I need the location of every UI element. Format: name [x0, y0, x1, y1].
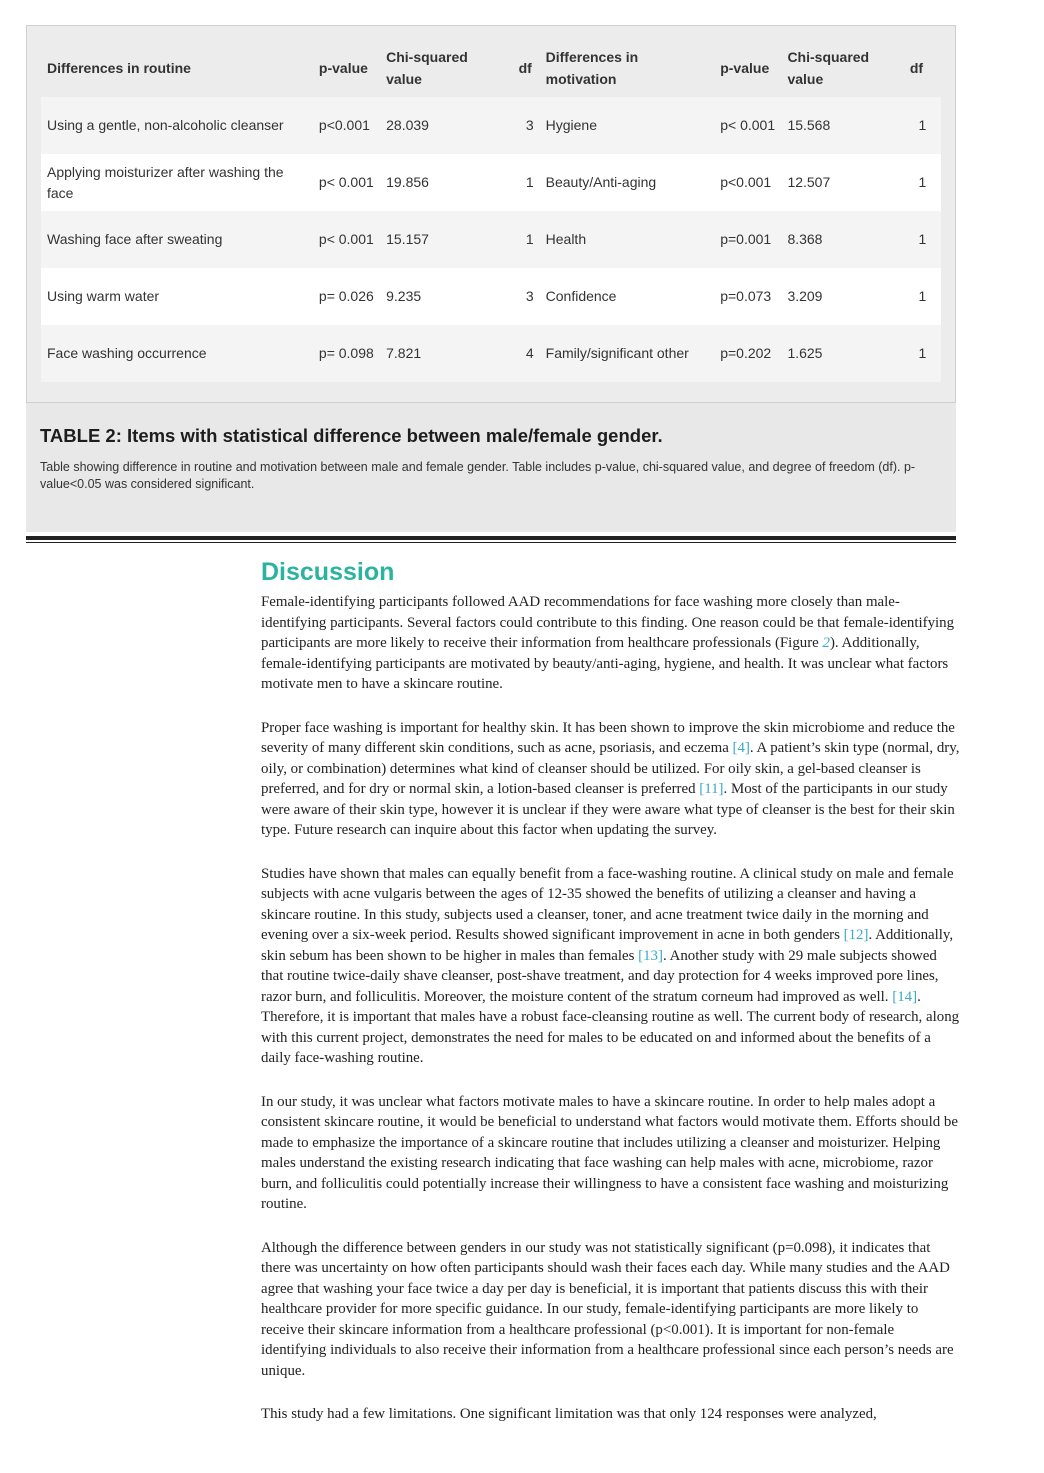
results-table — [41, 39, 941, 382]
citation-link[interactable]: [13] — [638, 947, 663, 964]
paragraph: Although the difference between genders in our study was not statistically significant (p=0.098), it indicates that there was uncertainty on how often participants should wash their faces each day. While many studies and the AAD agree that washing your face twice a day per day is beneficial, it is important that patients discuss this with their healthcare provider for more specific guidance. In our study, female-identifying participants are more likely to receive their skincare information from a healthcare professional (p<0.001). It is important for non-female identifying individuals to also receive their information from a healthcare professional since each person’s needs are unique. — [261, 1239, 954, 1379]
cell-p-value: p= 0.026 — [318, 288, 374, 304]
cell-motivation: Hygiene — [540, 97, 715, 154]
cell-chi-squared: 15.568 — [781, 97, 903, 154]
cell-df: 1 — [918, 288, 927, 304]
cell-chi-squared: 8.368 — [781, 211, 903, 268]
cell-df: 1 — [525, 174, 534, 190]
table-caption-text: Table showing difference in routine and motivation between male and female gender. Table includes p-value, chi-squared value, and degree of freedom (df). p-value<0.05 was considered significant. — [40, 460, 916, 491]
paragraph-text: ). Additionally, female-identifying participants are motivated by beauty/anti-aging, hygiene, and health. It was unclear what factors motivate men to have a skincare routine. — [261, 635, 949, 692]
section-heading: Discussion — [261, 558, 395, 586]
table-caption-title: TABLE 2: Items with statistical difference between male/female gender. — [40, 425, 663, 446]
paragraph — [261, 864, 961, 1069]
cell-p-value: p< 0.001 — [714, 97, 781, 154]
table-container — [26, 25, 956, 403]
table-caption — [26, 403, 956, 532]
cell-p-value: p=0.073 — [720, 288, 772, 304]
table-row — [41, 211, 941, 268]
cell-df: 1 — [918, 174, 927, 190]
paragraph-text: Proper face washing is important for healthy skin. It has been shown to improve the skin microbiome and reduce the severity of many different skin conditions, such as acne, psoriasis, and eczema — [261, 719, 955, 756]
paragraph-text: . Therefore, it is important that males have a robust face-cleansing routine as well. The current body of research, along with this current project, demonstrates the need for males to be educated on and informed about the benefits of a daily face-washing routine. — [261, 988, 960, 1066]
paragraph-text: . Another study with 29 male subjects showed that routine twice-daily shave cleanser, post-shave treatment, and day protection for 4 weeks improved pore lines, razor burn, and folliculitis. Moreover, the moisture content of the stratum corneum had improved as well. — [261, 947, 939, 1005]
table-header-row — [41, 39, 941, 97]
table-row — [41, 97, 941, 154]
header-chi-squared-routine: Chi-squared value — [380, 39, 512, 97]
section-divider — [26, 536, 956, 540]
cell-motivation: Family/significant other — [540, 325, 715, 382]
cell-chi-squared: 15.157 — [380, 211, 512, 268]
cell-df: 1 — [904, 211, 941, 268]
cell-df: 3 — [525, 288, 534, 304]
cell-motivation: Beauty/Anti-aging — [545, 174, 657, 190]
cell-routine: Face washing occurrence — [41, 325, 313, 382]
header-p-value-routine: p-value — [313, 39, 380, 97]
header-p-value-motivation: p-value — [714, 39, 781, 97]
cell-p-value: p=0.202 — [714, 325, 781, 382]
paragraph-text: Studies have shown that males can equally benefit from a face-washing routine. A clinical study on male and female subjects with acne vulgaris between the ages of 12-35 showed the benefits of utilizing a cleanser and having a skincare routine. In this study, subjects used a cleanser, toner, and acne treatment twice daily in the morning and evening over a six-week period. Results showed significant improvement in acne in both genders — [261, 865, 954, 943]
paragraph — [261, 592, 961, 695]
cell-df: 1 — [904, 97, 941, 154]
citation-link[interactable]: [4] — [732, 740, 750, 756]
cell-routine: Washing face after sweating — [41, 211, 313, 268]
cell-p-value: p<0.001 — [313, 97, 380, 154]
table-row — [41, 154, 941, 211]
cell-df: 3 — [513, 97, 540, 154]
cell-p-value: p=0.001 — [714, 211, 781, 268]
cell-df: 1 — [904, 325, 941, 382]
citation-link[interactable]: [14] — [892, 988, 918, 1005]
cell-chi-squared: 12.507 — [787, 174, 831, 190]
cell-routine: Using warm water — [47, 288, 160, 304]
header-motivation: Differences in motivation — [540, 39, 715, 97]
cell-p-value: p<0.001 — [720, 174, 772, 190]
cell-motivation: Health — [540, 211, 715, 268]
cell-chi-squared: 9.235 — [386, 288, 422, 304]
header-df-routine: df — [513, 39, 540, 97]
citation-link[interactable]: [11] — [699, 781, 724, 797]
paragraph: This study had a few limitations. One significant limitation was that only 124 responses were analyzed, — [261, 1406, 877, 1422]
cell-chi-squared: 3.209 — [787, 288, 823, 304]
table-row — [41, 325, 941, 382]
header-df-motivation: df — [904, 39, 941, 97]
header-routine: Differences in routine — [41, 39, 313, 97]
cell-df: 1 — [513, 211, 540, 268]
header-chi-squared-motivation: Chi-squared value — [781, 39, 903, 97]
cell-chi-squared: 19.856 — [386, 174, 429, 190]
cell-p-value: p< 0.001 — [318, 174, 374, 190]
paragraph-text: . A patient’s skin type (normal, dry, oily, or combination) determines what kind of cleanser should be utilized. For oily skin, a gel-based cleanser is preferred, and for dry or normal skin, a lotion-based cleanser is preferred — [261, 740, 960, 797]
cell-df: 4 — [513, 325, 540, 382]
section-divider-thin — [26, 542, 956, 543]
cell-chi-squared: 1.625 — [781, 325, 903, 382]
discussion-section — [261, 556, 961, 1448]
paragraph-text: . Most of the participants in our study were aware of their skin type, however it is unclear if they were aware what type of cleanser is the best for their skin type. Future research can inquire about this factor when updating the survey. — [261, 781, 955, 838]
figure-link[interactable]: 2 — [822, 635, 830, 651]
cell-p-value: p= 0.098 — [313, 325, 380, 382]
cell-routine: Applying moisturizer after washing the face — [47, 163, 284, 201]
paragraph: In our study, it was unclear what factors motivate males to have a skincare routine. In order to help males adopt a consistent skincare routine, it would be beneficial to understand what factors would motivate them. Efforts should be made to emphasize the importance of a skincare routine that includes utilizing a cleanser and moisturizer. Helping males understand the existing research indicating that face washing can help males with acne, microbiome, razor burn, and folliculitis could potentially increase their willingness to have a consistent face washing and moisturizing routine. — [261, 1093, 958, 1212]
paragraph-text: Female-identifying participants followed AAD recommendations for face washing more closely than male-identifying participants. Several factors could contribute to this finding. One reason could be that female-identifying participants are more likely to receive their information from healthcare professionals (Figure — [261, 594, 955, 651]
cell-chi-squared: 28.039 — [380, 97, 512, 154]
citation-link[interactable]: [12] — [843, 927, 869, 943]
cell-routine: Using a gentle, non-alcoholic cleanser — [41, 97, 313, 154]
cell-chi-squared: 7.821 — [380, 325, 512, 382]
paragraph-text: . Additionally, skin sebum has been shown to be higher in males than females — [261, 927, 954, 964]
cell-motivation: Confidence — [545, 288, 617, 304]
cell-p-value: p< 0.001 — [313, 211, 380, 268]
paragraph — [261, 718, 961, 841]
table-row — [41, 268, 941, 325]
